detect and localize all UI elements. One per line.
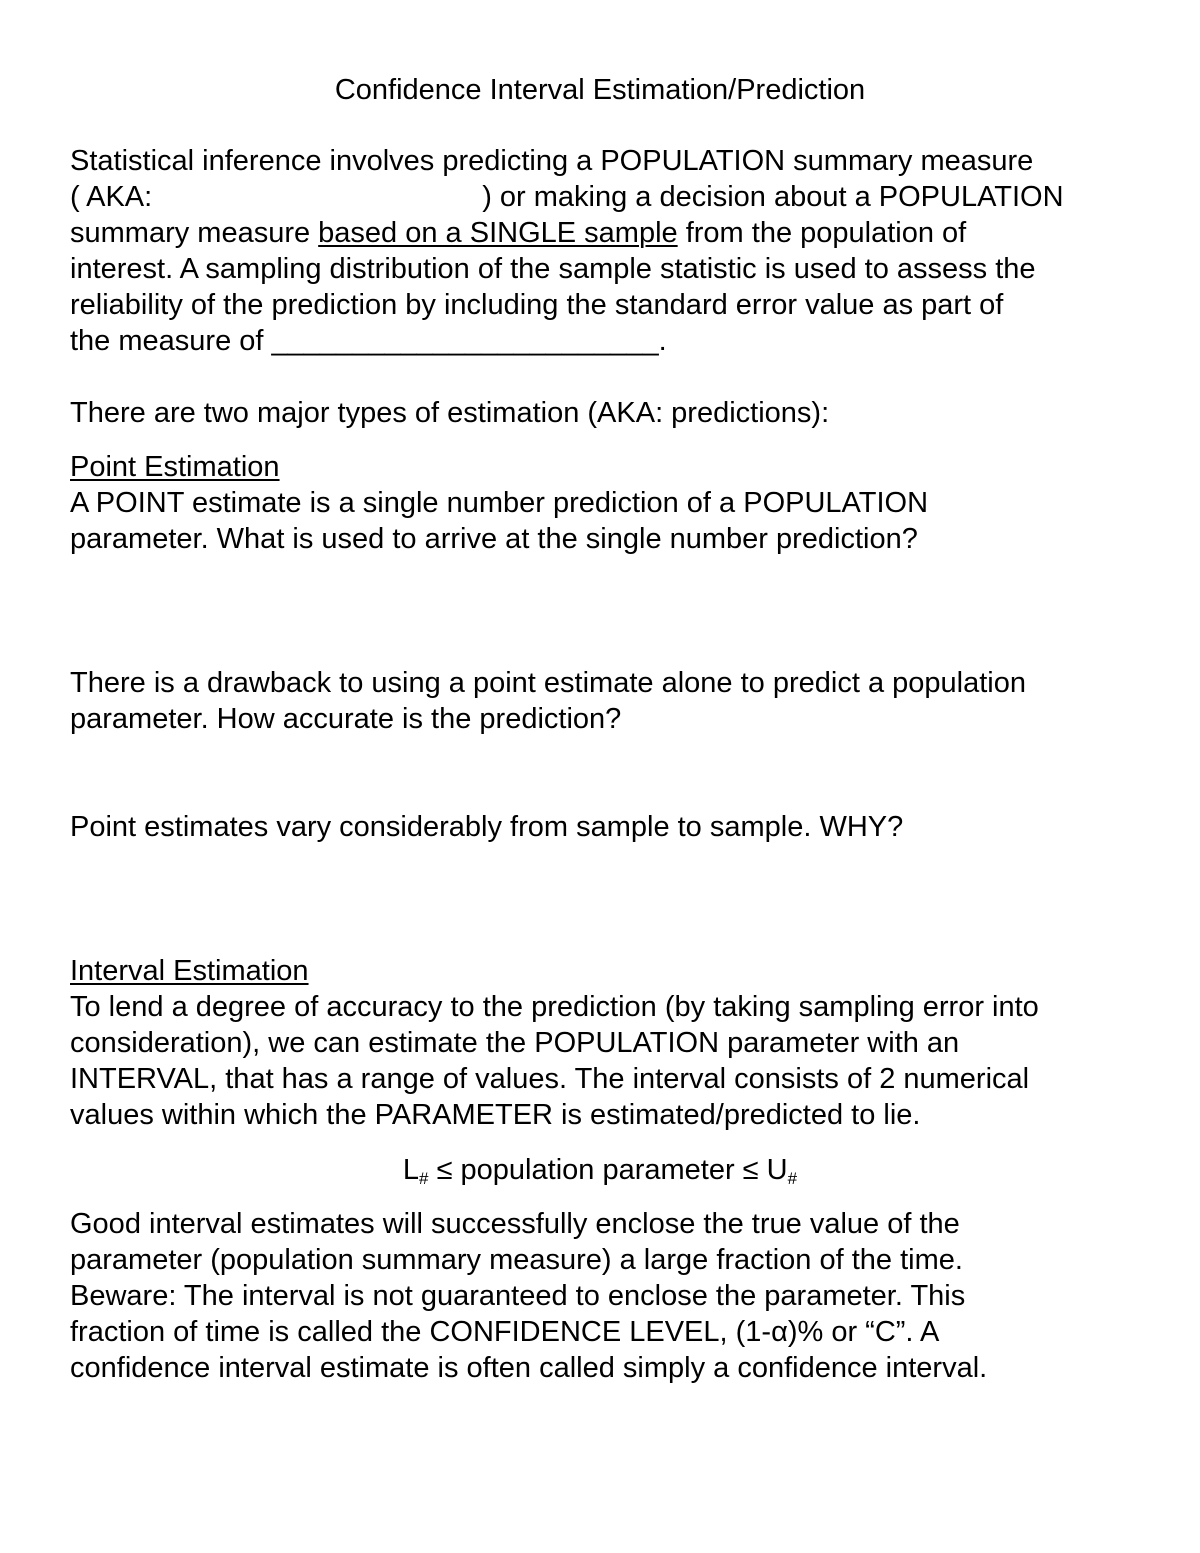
good-line-2: parameter (population summary measure) a large fraction of the time. [70, 1244, 963, 1276]
intro-line-2 [70, 179, 1064, 215]
intro-line-4: interest. A sampling distribution of the sample statistic is used to assess the [70, 253, 1036, 285]
intro-line-3-end: from the population of [677, 217, 967, 249]
intro-line-1: Statistical inference involves predicting a POPULATION summary measure [70, 145, 1034, 177]
interval-line-2: consideration), we can estimate the POPULATION parameter with an [70, 1027, 960, 1059]
upper-bound: U [766, 1154, 788, 1186]
interval-line-4: values within which the PARAMETER is estimated/predicted to lie. [70, 1099, 921, 1131]
types-of-estimation: There are two major types of estimation (AKA: predictions): [70, 397, 830, 429]
lower-bound-subscript: # [419, 1169, 429, 1188]
drawback-line-1: There is a drawback to using a point estimate alone to predict a population [70, 667, 1026, 699]
single-sample-emphasis: based on a SINGLE sample [318, 217, 678, 249]
intro-line-6: the measure of ________________________. [70, 325, 667, 357]
intro-line-5: reliability of the prediction by including the standard error value as part of [70, 289, 1004, 321]
interval-line-1: To lend a degree of accuracy to the prediction (by taking sampling error into [70, 991, 1039, 1023]
aka-label: ( AKA: [70, 181, 153, 213]
formula-middle: ≤ population parameter ≤ [428, 1154, 767, 1186]
upper-bound-subscript: # [787, 1169, 798, 1188]
good-line-5: confidence interval estimate is often called simply a confidence interval. [70, 1352, 988, 1384]
intro-line-3-start: summary measure [70, 217, 319, 249]
point-line-1: A POINT estimate is a single number prediction of a POPULATION [70, 487, 929, 519]
vary-question: Point estimates vary considerably from sample to sample. WHY? [70, 811, 904, 843]
good-line-4: fraction of time is called the CONFIDENCE LEVEL, (1-α)% or “C”. A [70, 1316, 940, 1348]
intro-line-3 [70, 215, 966, 251]
point-line-2: parameter. What is used to arrive at the single number prediction? [70, 523, 918, 555]
point-estimation-heading: Point Estimation [70, 451, 280, 483]
lower-bound: L [402, 1154, 420, 1186]
good-line-1: Good interval estimates will successfully enclose the true value of the [70, 1208, 960, 1240]
drawback-line-2: parameter. How accurate is the prediction? [70, 703, 622, 735]
interval-formula [0, 1152, 1200, 1188]
interval-estimation-heading: Interval Estimation [70, 955, 309, 987]
page-title: Confidence Interval Estimation/Prediction [334, 74, 866, 106]
good-line-3: Beware: The interval is not guaranteed to enclose the parameter. This [70, 1280, 966, 1312]
intro-line-2-rest: ) or making a decision about a POPULATION [482, 181, 1064, 213]
interval-line-3: INTERVAL, that has a range of values. The interval consists of 2 numerical [70, 1063, 1030, 1095]
